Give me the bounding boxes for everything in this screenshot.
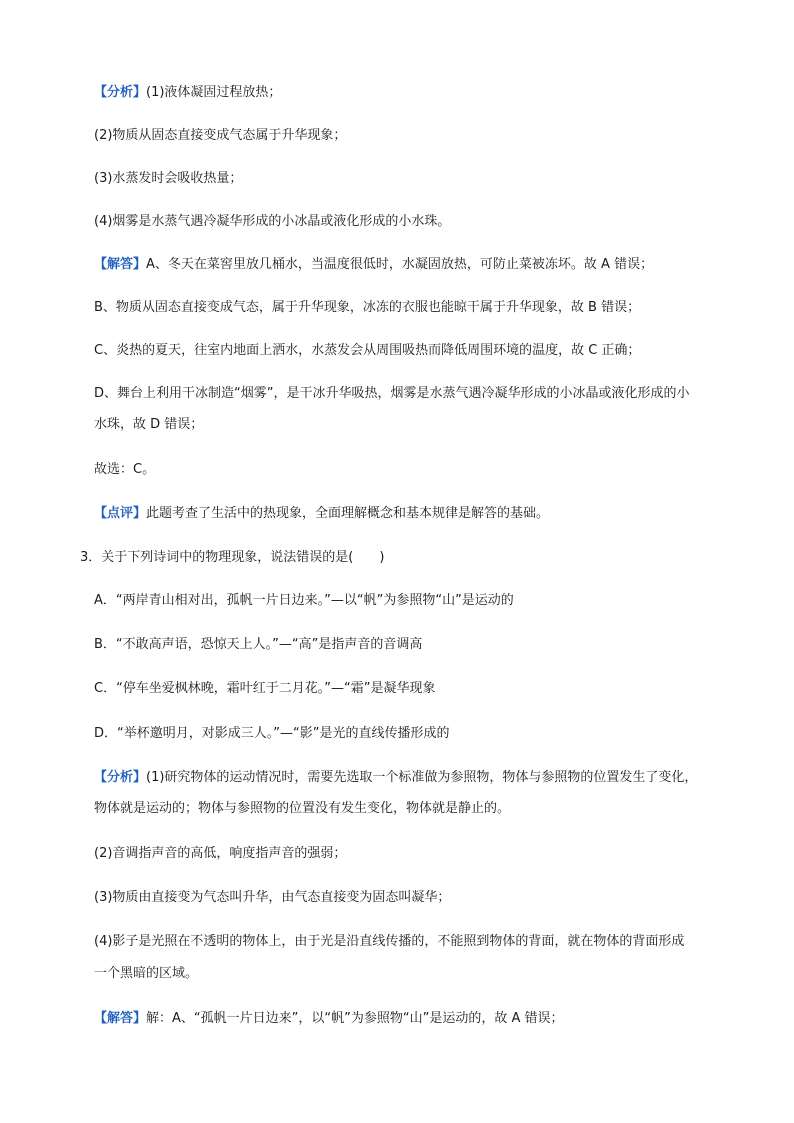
q2-analysis-line-1 xyxy=(94,84,281,102)
q2-analysis-4: (4)烟雾是水蒸气遇冷凝华形成的小冰晶或液化形成的小水珠。 xyxy=(94,214,451,229)
q2-choice: 故选：C。 xyxy=(94,462,156,477)
answer-tag: 【解答】 xyxy=(94,257,147,272)
q2-answer-d-line-2: 水珠，故 D 错误； xyxy=(94,417,204,432)
answer-tag: 【解答】 xyxy=(94,1011,147,1026)
q3-analysis-1b: 物体就是运动的；物体与参照物的位置没有发生变化，物体就是静止的。 xyxy=(94,801,511,816)
q3-analysis-4b: 一个黑暗的区域。 xyxy=(94,966,199,981)
analysis-tag: 【分析】 xyxy=(94,770,147,785)
q3-option-d: D．“举杯邀明月，对影成三人。”—“影”是光的直线传播形成的 xyxy=(94,726,450,741)
q2-answer-d-line-1: D、舞台上利用干冰制造“烟雾”，是干冰升华吸热，烟雾是水蒸气遇冷凝华形成的小冰晶或液化形成的小 xyxy=(94,386,690,401)
q3-stem: 3．关于下列诗词中的物理现象，说法错误的是( ) xyxy=(80,550,385,565)
q2-analysis-2: (2)物质从固态直接变成气态属于升华现象； xyxy=(94,128,347,143)
q3-analysis-2: (2)音调指声音的高低，响度指声音的强弱； xyxy=(94,846,347,861)
q3-answer-a: 解：A、“孤帆一片日边来”，以“帆”为参照物“山”是运动的，故 A 错误； xyxy=(146,1011,564,1026)
q2-answer-line-a xyxy=(94,256,653,274)
q3-answer-line-a xyxy=(94,1010,563,1028)
q2-analysis-1: (1)液体凝固过程放热； xyxy=(146,85,282,100)
q3-option-a: A．“两岸青山相对出，孤帆一片日边来。”—以“帆”为参照物“山”是运动的 xyxy=(94,593,514,608)
q2-analysis-3: (3)水蒸发时会吸收热量； xyxy=(94,171,243,186)
q3-analysis-4a: (4)影子是光照在不透明的物体上，由于光是沿直线传播的，不能照到物体的背面，就在物体的背面形成 xyxy=(94,934,685,949)
q2-comment-line xyxy=(94,505,549,523)
q3-analysis-1a: (1)研究物体的运动情况时，需要先选取一个标准做为参照物，物体与参照物的位置发生了变化， xyxy=(146,770,698,785)
q3-option-c: C．“停车坐爱枫林晚，霜叶红于二月花。”—“霜”是凝华现象 xyxy=(94,681,436,696)
comment-tag: 【点评】 xyxy=(94,506,147,521)
q3-analysis-line-1 xyxy=(94,769,697,787)
q3-analysis-3: (3)物质由直接变为气态叫升华，由气态直接变为固态叫凝华； xyxy=(94,890,451,905)
q2-comment: 此题考查了生活中的热现象，全面理解概念和基本规律是解答的基础。 xyxy=(146,506,550,521)
q2-answer-b: B、物质从固态直接变成气态，属于升华现象，冰冻的衣服也能晾干属于升华现象，故 B 错误； xyxy=(94,300,641,315)
analysis-tag: 【分析】 xyxy=(94,85,147,100)
q2-answer-c: C、炎热的夏天，往室内地面上洒水，水蒸发会从周围吸热而降低周围环境的温度，故 C 正确； xyxy=(94,343,641,358)
q3-option-b: B．“不敢高声语，恐惊天上人。”—“高”是指声音的音调高 xyxy=(94,637,423,652)
q2-answer-a: A、冬天在菜窖里放几桶水，当温度很低时，水凝固放热，可防止菜被冻坏。故 A 错误； xyxy=(146,257,654,272)
